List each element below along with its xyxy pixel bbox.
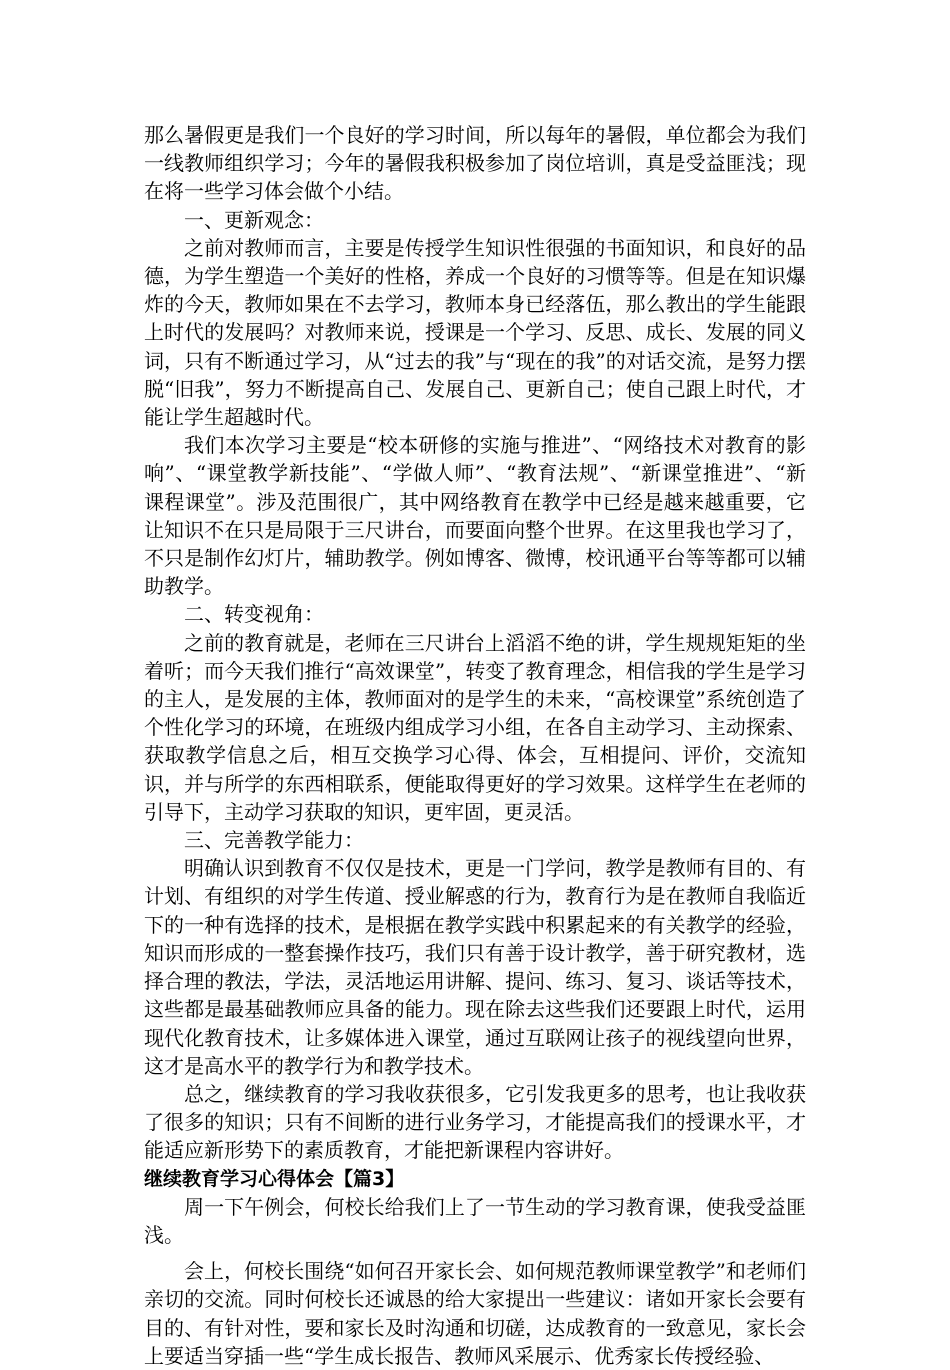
paragraph-study-content: 我们本次学习主要是“校本研修的实施与推进”、“网络技术对教育的影响”、“课堂教学新技能”、“学做人师”、“教育法规”、“新课堂推进”、“新课程课堂”。涉及范围很广，其中网络教育在教学中已经是越来越重要，它让知识不在只是局限于三尺讲台，而要面向整个世界。在这里我也学习了，不只是制作幻灯片，辅助教学。例如博客、微博，校讯通平台等等都可以辅助教学。: [144, 433, 806, 599]
section-heading-change-perspective: 二、转变视角：: [184, 602, 324, 627]
article-heading: 继续教育学习心得体会【篇3】: [144, 1167, 405, 1190]
section-heading-teaching-ability: 三、完善教学能力：: [184, 828, 364, 853]
paragraph-update-concepts: 之前对教师而言，主要是传授学生知识性很强的书面知识，和良好的品德，为学生塑造一个美好的性格，养成一个良好的习惯等等。但是在知识爆炸的今天，教师如果在不去学习，教师本身已经落伍，那么教出的学生能跟上时代的发展吗？对教师来说，授课是一个学习、反思、成长、发展的同义词，只有不断通过学习，从“过去的我”与“现在的我”的对话交流，是努力摆脱“旧我”，努力不断提高自己、发展自己、更新自己；使自己跟上时代，才能让学生超越时代。: [144, 235, 806, 430]
paragraph-meeting: 周一下午例会，何校长给我们上了一节生动的学习教育课，使我受益匪浅。: [144, 1194, 806, 1247]
document-page: [144, 121, 806, 1370]
paragraph-intro: 那么暑假更是我们一个良好的学习时间，所以每年的暑假，单位都会为我们一线教师组织学习；今年的暑假我积极参加了岗位培训，真是受益匪浅；现在将一些学习体会做个小结。: [144, 123, 806, 204]
paragraph-teaching-ability: 明确认识到教育不仅仅是技术，更是一门学问，教学是教师有目的、有计划、有组织的对学生传道、授业解惑的行为，教育行为是在教师自我临近下的一种有选择的技术，是根据在教学实践中积累起来的有关教学的经验，知识而形成的一整套操作技巧，我们只有善于设计教学，善于研究教材，选择合理的教法，学法，灵活地运用讲解、提问、练习、复习、谈话等技术，这些都是最基础教师应具备的能力。现在除去这些我们还要跟上时代，运用现代化教育技术，让多媒体进入课堂，通过互联网让孩子的视线望向世界，这才是高水平的教学行为和教学技术。: [144, 856, 806, 1078]
paragraph-conclusion: 总之，继续教育的学习我收获很多，它引发我更多的思考，也让我收获了很多的知识；只有不间断的进行业务学习，才能提高我们的授课水平，才能适应新形势下的素质教育，才能把新课程内容讲好。: [144, 1081, 806, 1163]
paragraph-meeting-details: 会上，何校长围绕“如何召开家长会、如何规范教师课堂教学”和老师们亲切的交流。同时何校长还诚恳的给大家提出一些建议：诸如开家长会要有目的、有针对性，要和家长及时沟通和切磋，达成教育的一致意见，家长会上要适当穿插一些“学生成长报告、教师风采展示、优秀家长传授经验、: [144, 1259, 806, 1368]
paragraph-change-perspective: 之前的教育就是，老师在三尺讲台上滔滔不绝的讲，学生规规矩矩的坐着听；而今天我们推行“高效课堂”，转变了教育理念，相信我的学生是学习的主人，是发展的主体，教师面对的是学生的未来，“高校课堂”系统创造了个性化学习的环境，在班级内组成学习小组，在各自主动学习、主动探索、获取教学信息之后，相互交换学习心得、体会，互相提问、评价，交流知识，并与所学的东西相联系，便能取得更好的学习效果。这样学生在老师的引导下，主动学习获取的知识，更牢固，更灵活。: [144, 630, 806, 824]
section-heading-update-concepts: 一、更新观念：: [184, 207, 324, 232]
